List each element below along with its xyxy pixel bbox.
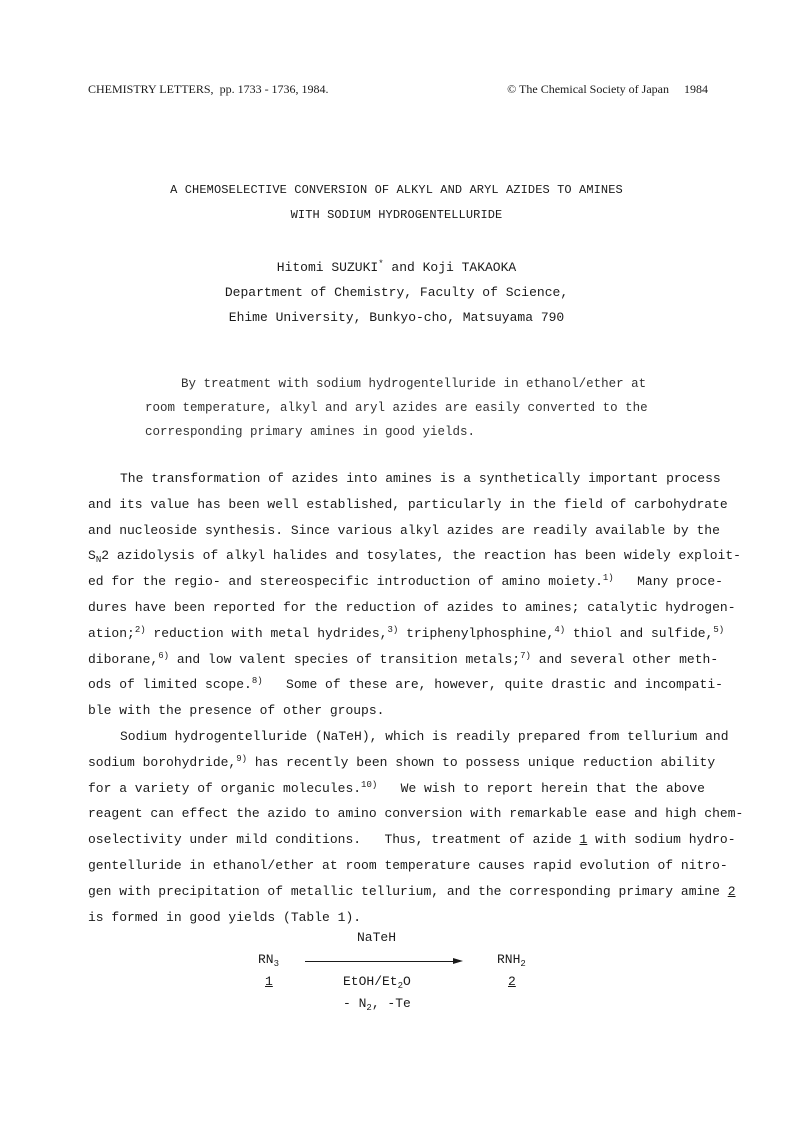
citation-ref-4: 4) <box>554 624 566 635</box>
compound-2-label: 2 <box>727 883 736 899</box>
text-run: and several other meth- <box>530 651 719 667</box>
body-line <box>88 543 741 569</box>
text-run: 2 azidolysis of alkyl halides and tosylates, the reaction has been widely exploit- <box>101 548 741 564</box>
text-run: ation; <box>88 625 135 641</box>
text-run: ed for the regio- and stereospecific introduction of amino moiety. <box>88 574 603 590</box>
text-run: S <box>88 548 96 564</box>
body-line: The transformation of azides into amines is a synthetically important process <box>120 471 721 486</box>
reaction-arrow <box>305 961 455 962</box>
body-line: gentelluride in ethanol/ether at room temperature causes rapid evolution of nitro- <box>88 857 728 873</box>
reactant <box>258 952 279 967</box>
text-run: O <box>403 974 411 989</box>
subscript: N <box>95 555 102 566</box>
abstract-line: By treatment with sodium hydrogentelluride in ethanol/ether at <box>181 377 647 391</box>
text-run: - N <box>343 996 367 1011</box>
reactant-formula: RN <box>258 952 274 967</box>
author-1: Hitomi SUZUKI <box>276 260 379 275</box>
body-line: and nucleoside synthesis. Since various alkyl azides are readily available by the <box>88 522 720 538</box>
text-run: We wish to report herein that the above <box>377 780 705 796</box>
text-run: diborane, <box>88 651 159 667</box>
author-2: and Koji TAKAOKA <box>383 260 517 275</box>
body-line <box>88 750 720 776</box>
text-run: , -Te <box>371 996 411 1011</box>
abstract <box>145 372 685 444</box>
citation-ref-8: 8) <box>251 676 263 687</box>
journal-name: CHEMISTRY LETTERS, <box>88 82 214 96</box>
text-run: oselectivity under mild conditions. Thus, treatment of azide <box>88 832 580 848</box>
corresponding-author-mark: * <box>378 259 384 269</box>
body-line <box>88 776 720 802</box>
body-line <box>88 621 725 647</box>
body-line: Sodium hydrogentelluride (NaTeH), which is readily prepared from tellurium and <box>120 728 729 744</box>
paper-title-line-1: A CHEMOSELECTIVE CONVERSION OF ALKYL AND ARYL AZIDES TO AMINES <box>170 183 623 197</box>
copyright-holder: © The Chemical Society of Japan <box>507 82 669 96</box>
text-run: Many proce- <box>613 574 723 590</box>
citation-ref-3: 3) <box>387 624 399 635</box>
reactant-number: 1 <box>265 974 273 989</box>
body-line: dures have been reported for the reduction of azides to amines; catalytic hydrogen- <box>88 599 736 615</box>
journal-pages: pp. 1733 - 1736, 1984. <box>219 82 329 96</box>
reagent-label: NaTeH <box>357 930 397 945</box>
text-run: for a variety of organic molecules. <box>88 780 362 796</box>
product-number: 2 <box>508 974 516 989</box>
body-text <box>88 466 744 930</box>
citation-ref-2: 2) <box>134 624 146 635</box>
author-names <box>0 260 793 275</box>
text-run: ods of limited scope. <box>88 677 252 693</box>
copyright-line <box>507 82 708 97</box>
byproducts-label <box>343 996 411 1011</box>
journal-citation <box>88 82 329 97</box>
arrow-head-icon <box>453 958 463 964</box>
text-run: triphenylphosphine, <box>398 625 555 641</box>
text-run: sodium borohydride, <box>88 754 237 770</box>
body-line <box>88 672 723 698</box>
text-run: reduction with metal hydrides, <box>145 625 388 641</box>
citation-ref-6: 6) <box>158 650 170 661</box>
text-run: gen with precipitation of metallic tellurium, and the corresponding primary amine <box>88 883 728 899</box>
solvent-label <box>343 974 411 989</box>
body-line <box>88 569 723 595</box>
text-run: with sodium hydro- <box>587 832 736 848</box>
abstract-line: room temperature, alkyl and aryl azides are easily converted to the <box>145 401 648 415</box>
citation-ref-9: 9) <box>236 753 248 764</box>
abstract-line: corresponding primary amines in good yields. <box>145 425 476 439</box>
text-run: has recently been shown to possess unique reduction ability <box>247 754 716 770</box>
subscript: 2 <box>397 981 404 991</box>
body-line: ble with the presence of other groups. <box>88 703 385 719</box>
body-line: and its value has been well established, particularly in the field of carbohydrate <box>88 496 728 512</box>
copyright-year: 1984 <box>684 82 708 96</box>
text-run: Some of these are, however, quite drastic and incompati- <box>262 677 723 693</box>
reaction-scheme <box>0 930 793 1020</box>
body-line <box>88 879 736 905</box>
text-run: thiol and sulfide, <box>565 625 714 641</box>
body-line <box>88 647 720 673</box>
subscript: 2 <box>520 959 526 969</box>
text-run: EtOH/Et <box>343 974 398 989</box>
paper-title-line-2: WITH SODIUM HYDROGENTELLURIDE <box>290 208 503 222</box>
citation-ref-1: 1) <box>602 573 614 584</box>
product <box>497 952 526 967</box>
citation-ref-10: 10) <box>361 779 378 790</box>
product-formula: RNH <box>497 952 521 967</box>
subscript: 2 <box>366 1003 372 1013</box>
citation-ref-5: 5) <box>713 624 725 635</box>
affiliation-line-2: Ehime University, Bunkyo-cho, Matsuyama 790 <box>228 310 565 325</box>
compound-1-label: 1 <box>579 832 588 848</box>
affiliation-line-1: Department of Chemistry, Faculty of Science, <box>224 285 569 300</box>
body-line <box>88 827 736 853</box>
text-run: and low valent species of transition metals; <box>169 651 521 667</box>
subscript: 3 <box>273 959 280 969</box>
body-line: reagent can effect the azido to amino conversion with remarkable ease and high chem- <box>88 806 744 822</box>
citation-ref-7: 7) <box>520 650 531 661</box>
body-line: is formed in good yields (Table 1). <box>88 909 362 925</box>
